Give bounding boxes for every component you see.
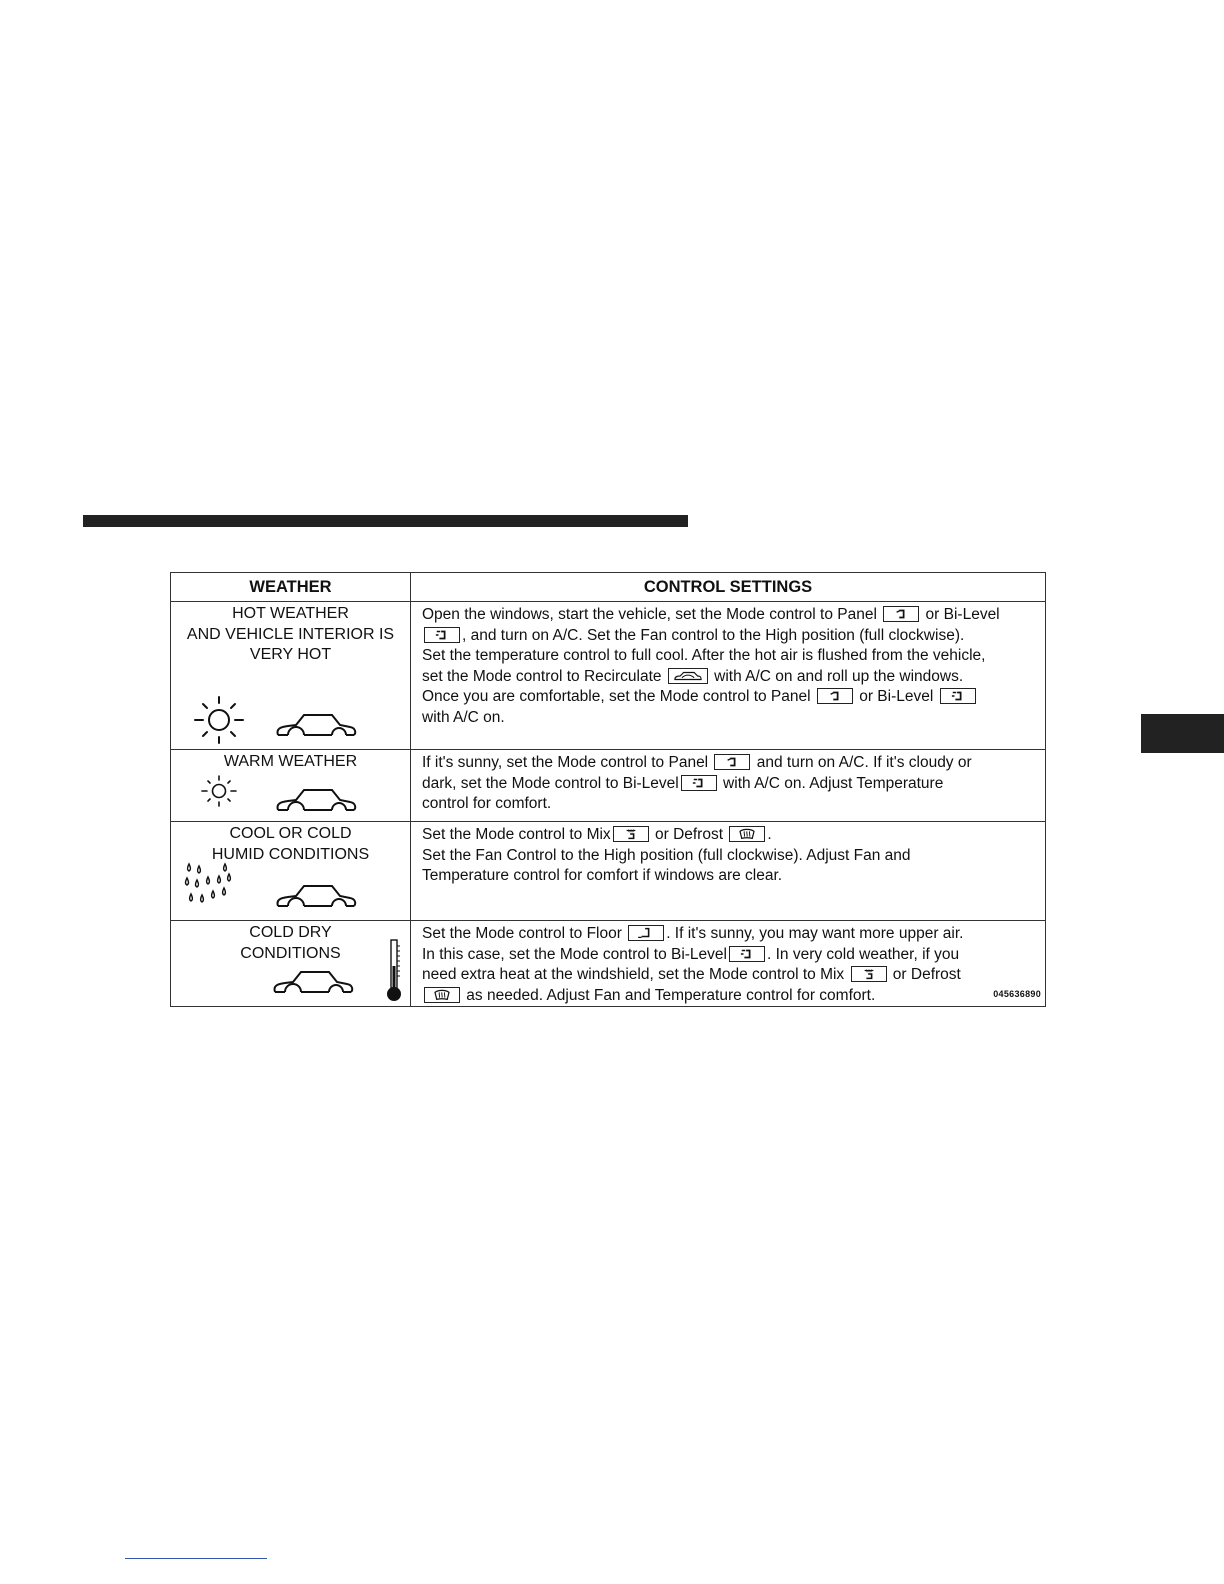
weather-condition: WARM WEATHER <box>223 753 358 770</box>
section-header-bar <box>83 515 688 527</box>
bilevel-mode-icon <box>729 946 765 962</box>
weather-header: WEATHER <box>171 573 411 601</box>
setting-line: Open the windows, start the vehicle, set the Mode control to Panel or Bi-Level <box>422 606 1000 623</box>
control-setting-text <box>411 602 1045 749</box>
weather-condition: HOT WEATHER AND VEHICLE INTERIOR IS VERY HOT <box>186 605 395 663</box>
car-icon <box>274 880 358 914</box>
weather-cell <box>171 750 411 821</box>
setting-line: dark, set the Mode control to Bi-Level with A/C on. Adjust Temperature <box>422 774 944 792</box>
setting-line: as needed. Adjust Fan and Temperature control for comfort. <box>422 986 1037 1007</box>
table-row <box>171 920 1045 1006</box>
mix-mode-icon <box>851 966 887 982</box>
setting-line: Once you are comfortable, set the Mode control to Panel or Bi-Level <box>422 687 1037 708</box>
table-header-row <box>171 573 1045 601</box>
setting-line: control for comfort. <box>422 795 552 812</box>
bilevel-mode-icon <box>940 688 976 704</box>
car-icon <box>271 966 355 1000</box>
thermometer-icon <box>383 938 405 1004</box>
setting-line: Set the Fan Control to the High position (full clockwise). Adjust Fan and <box>422 846 911 864</box>
climate-settings-table <box>170 572 1046 1007</box>
setting-line: Set the Mode control to Mix or Defrost . <box>422 826 772 843</box>
panel-mode-icon <box>817 688 853 704</box>
recirculate-icon <box>668 668 708 684</box>
setting-line: Set the Mode control to Floor . If it's sunny, you may want more upper air. <box>422 925 964 942</box>
weather-condition: COOL OR COLD HUMID CONDITIONS <box>211 825 370 863</box>
setting-line: If it's sunny, set the Mode control to Panel and turn on A/C. If it's cloudy or <box>422 754 972 771</box>
bilevel-mode-icon <box>424 627 460 643</box>
bilevel-mode-icon <box>681 775 717 791</box>
table-row <box>171 749 1045 821</box>
setting-line: Temperature control for comfort if windows are clear. <box>422 867 783 884</box>
defrost-icon <box>729 826 765 842</box>
setting-line: In this case, set the Mode control to Bi-Level . In very cold weather, if you <box>422 945 960 963</box>
setting-line: set the Mode control to Recirculate with A/C on and roll up the windows. <box>422 667 964 685</box>
chapter-tab <box>1141 714 1224 753</box>
control-setting-text <box>411 750 1045 821</box>
weather-cell <box>171 822 411 920</box>
panel-mode-icon <box>883 606 919 622</box>
table-row <box>171 601 1045 749</box>
weather-cell <box>171 921 411 1006</box>
table-row <box>171 821 1045 920</box>
setting-line: , and turn on A/C. Set the Fan control to the High position (full clockwise). <box>422 626 1037 647</box>
control-setting-text <box>411 822 1045 920</box>
floor-mode-icon <box>628 925 664 941</box>
panel-mode-icon <box>714 754 750 770</box>
setting-line: need extra heat at the windshield, set the Mode control to Mix or Defrost <box>422 966 961 983</box>
setting-line: with A/C on. <box>422 708 505 726</box>
car-icon <box>274 784 358 818</box>
sun-icon <box>199 774 239 808</box>
footer-link-line <box>125 1558 267 1559</box>
sun-icon <box>189 694 251 746</box>
weather-cell <box>171 602 411 749</box>
figure-code: 045636890 <box>993 988 1041 999</box>
control-setting-text <box>411 921 1045 1006</box>
weather-condition: COLD DRY CONDITIONS <box>240 924 341 962</box>
setting-line: Set the temperature control to full cool. After the hot air is flushed from the vehicle, <box>422 647 986 664</box>
car-icon <box>274 709 358 743</box>
control-settings-header: CONTROL SETTINGS <box>643 577 813 596</box>
mix-mode-icon <box>613 826 649 842</box>
raindrops-icon <box>183 862 235 914</box>
defrost-icon <box>424 987 460 1003</box>
